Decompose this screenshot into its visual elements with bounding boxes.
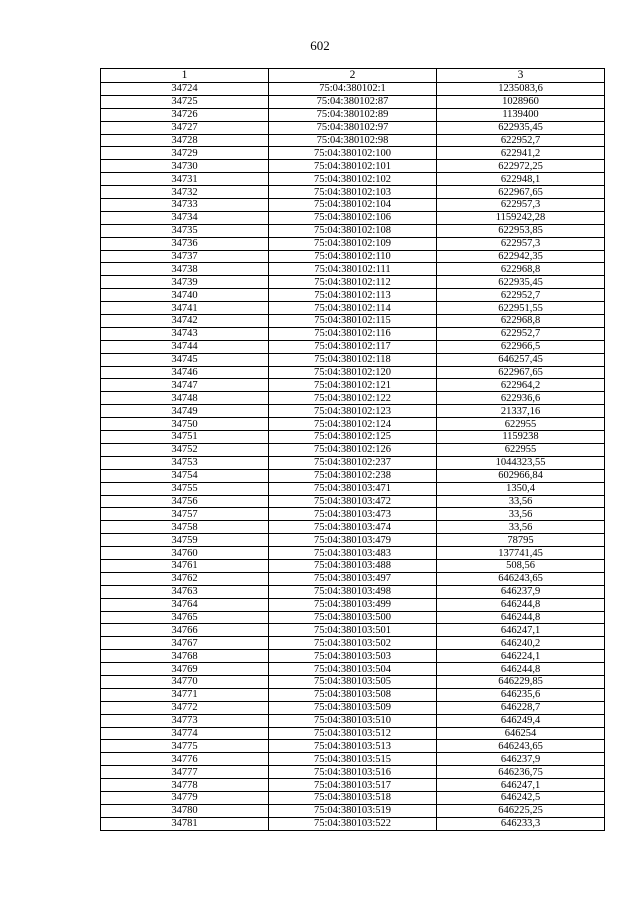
row-number-cell: 34755 (101, 482, 269, 495)
table-row (101, 173, 605, 186)
table-row (101, 366, 605, 379)
cadastral-number-cell: 75:04:380102:112 (269, 276, 437, 289)
value-cell: 1159238 (437, 431, 605, 444)
cadastral-number-cell: 75:04:380103:479 (269, 534, 437, 547)
cadastral-number-cell: 75:04:380102:117 (269, 340, 437, 353)
row-number-cell: 34758 (101, 521, 269, 534)
page-number: 602 (310, 38, 330, 53)
value-cell: 33,56 (437, 495, 605, 508)
row-number-cell: 34769 (101, 663, 269, 676)
value-cell: 622957,3 (437, 237, 605, 250)
table-row (101, 753, 605, 766)
value-cell: 137741,45 (437, 547, 605, 560)
cadastral-number-cell: 75:04:380102:113 (269, 289, 437, 302)
cadastral-number-cell: 75:04:380103:472 (269, 495, 437, 508)
value-cell: 622955 (437, 418, 605, 431)
cadastral-number-cell: 75:04:380103:502 (269, 637, 437, 650)
row-number-cell: 34750 (101, 418, 269, 431)
value-cell: 622972,25 (437, 160, 605, 173)
row-number-cell: 34727 (101, 121, 269, 134)
value-cell: 646233,3 (437, 817, 605, 830)
cadastral-number-cell: 75:04:380102:106 (269, 211, 437, 224)
cadastral-number-cell: 75:04:380102:111 (269, 263, 437, 276)
value-cell: 622952,7 (437, 289, 605, 302)
cadastral-number-cell: 75:04:380103:512 (269, 727, 437, 740)
value-cell: 646244,8 (437, 663, 605, 676)
value-cell: 646240,2 (437, 637, 605, 650)
cadastral-number-cell: 75:04:380102:123 (269, 405, 437, 418)
table-row (101, 650, 605, 663)
table-row (101, 547, 605, 560)
cadastral-number-cell: 75:04:380102:237 (269, 456, 437, 469)
table-row (101, 701, 605, 714)
cadastral-number-cell: 75:04:380103:516 (269, 766, 437, 779)
cadastral-number-cell: 75:04:380102:118 (269, 353, 437, 366)
cadastral-number-cell: 75:04:380102:122 (269, 392, 437, 405)
cadastral-number-cell: 75:04:380102:103 (269, 186, 437, 199)
cadastral-number-cell: 75:04:380103:518 (269, 791, 437, 804)
row-number-cell: 34775 (101, 740, 269, 753)
cadastral-number-cell: 75:04:380103:501 (269, 624, 437, 637)
value-cell: 622935,45 (437, 121, 605, 134)
row-number-cell: 34737 (101, 250, 269, 263)
table-row (101, 624, 605, 637)
cadastral-number-cell: 75:04:380103:517 (269, 779, 437, 792)
cadastral-number-cell: 75:04:380103:500 (269, 611, 437, 624)
value-cell: 622942,35 (437, 250, 605, 263)
column-header-3: 3 (437, 69, 605, 83)
cadastral-number-cell: 75:04:380102:115 (269, 315, 437, 328)
row-number-cell: 34726 (101, 108, 269, 121)
cadastral-number-cell: 75:04:380103:483 (269, 547, 437, 560)
row-number-cell: 34732 (101, 186, 269, 199)
cadastral-number-cell: 75:04:380102:87 (269, 95, 437, 108)
value-cell: 646247,1 (437, 779, 605, 792)
row-number-cell: 34762 (101, 572, 269, 585)
row-number-cell: 34735 (101, 224, 269, 237)
table-row (101, 740, 605, 753)
cadastral-number-cell: 75:04:380103:503 (269, 650, 437, 663)
cadastral-number-cell: 75:04:380102:1 (269, 83, 437, 96)
row-number-cell: 34749 (101, 405, 269, 418)
table-row (101, 779, 605, 792)
row-number-cell: 34757 (101, 508, 269, 521)
table-row (101, 443, 605, 456)
cadastral-number-cell: 75:04:380103:499 (269, 598, 437, 611)
row-number-cell: 34740 (101, 289, 269, 302)
value-cell: 33,56 (437, 521, 605, 534)
value-cell: 21337,16 (437, 405, 605, 418)
table-row (101, 392, 605, 405)
value-cell: 646224,1 (437, 650, 605, 663)
cadastral-number-cell: 75:04:380103:522 (269, 817, 437, 830)
cadastral-number-cell: 75:04:380102:125 (269, 431, 437, 444)
table-row (101, 250, 605, 263)
value-cell: 646242,5 (437, 791, 605, 804)
value-cell: 33,56 (437, 508, 605, 521)
cadastral-number-cell: 75:04:380102:89 (269, 108, 437, 121)
row-number-cell: 34770 (101, 675, 269, 688)
value-cell: 622955 (437, 443, 605, 456)
value-cell: 508,56 (437, 559, 605, 572)
value-cell: 622952,7 (437, 134, 605, 147)
cadastral-number-cell: 75:04:380103:509 (269, 701, 437, 714)
value-cell: 1028960 (437, 95, 605, 108)
row-number-cell: 34764 (101, 598, 269, 611)
value-cell: 646236,75 (437, 766, 605, 779)
cadastral-number-cell: 75:04:380102:97 (269, 121, 437, 134)
value-cell: 622952,7 (437, 327, 605, 340)
value-cell: 646243,65 (437, 740, 605, 753)
value-cell: 622948,1 (437, 173, 605, 186)
cadastral-number-cell: 75:04:380103:519 (269, 804, 437, 817)
table-row (101, 663, 605, 676)
value-cell: 1044323,55 (437, 456, 605, 469)
value-cell: 622936,6 (437, 392, 605, 405)
value-cell: 602966,84 (437, 469, 605, 482)
row-number-cell: 34741 (101, 302, 269, 315)
table-row (101, 534, 605, 547)
row-number-cell: 34724 (101, 83, 269, 96)
value-cell: 646225,25 (437, 804, 605, 817)
value-cell: 622968,8 (437, 315, 605, 328)
value-cell: 622935,45 (437, 276, 605, 289)
value-cell: 622968,8 (437, 263, 605, 276)
table-row (101, 353, 605, 366)
cadastral-number-cell: 75:04:380102:101 (269, 160, 437, 173)
table-row (101, 508, 605, 521)
row-number-cell: 34751 (101, 431, 269, 444)
cadastral-number-cell: 75:04:380103:505 (269, 675, 437, 688)
row-number-cell: 34767 (101, 637, 269, 650)
cadastral-number-cell: 75:04:380103:474 (269, 521, 437, 534)
cadastral-number-cell: 75:04:380103:513 (269, 740, 437, 753)
column-header-2: 2 (269, 69, 437, 83)
table-row (101, 495, 605, 508)
value-cell: 646244,8 (437, 598, 605, 611)
cadastral-number-cell: 75:04:380102:116 (269, 327, 437, 340)
column-header-1: 1 (101, 69, 269, 83)
table-row (101, 108, 605, 121)
value-cell: 646249,4 (437, 714, 605, 727)
value-cell: 622957,3 (437, 199, 605, 212)
table-row (101, 302, 605, 315)
value-cell: 1159242,28 (437, 211, 605, 224)
row-number-cell: 34763 (101, 585, 269, 598)
value-cell: 622966,5 (437, 340, 605, 353)
table-row (101, 199, 605, 212)
value-cell: 78795 (437, 534, 605, 547)
cadastral-number-cell: 75:04:380102:120 (269, 366, 437, 379)
cadastral-number-cell: 75:04:380103:510 (269, 714, 437, 727)
cadastral-number-cell: 75:04:380102:109 (269, 237, 437, 250)
table-row (101, 405, 605, 418)
value-cell: 622941,2 (437, 147, 605, 160)
value-cell: 622967,65 (437, 186, 605, 199)
table-row (101, 559, 605, 572)
cadastral-number-cell: 75:04:380102:100 (269, 147, 437, 160)
table-row (101, 147, 605, 160)
cadastral-number-cell: 75:04:380103:508 (269, 688, 437, 701)
value-cell: 1235083,6 (437, 83, 605, 96)
table-row (101, 276, 605, 289)
value-cell: 1350,4 (437, 482, 605, 495)
cadastral-number-cell: 75:04:380103:473 (269, 508, 437, 521)
cadastral-number-cell: 75:04:380102:114 (269, 302, 437, 315)
row-number-cell: 34742 (101, 315, 269, 328)
table-row (101, 675, 605, 688)
row-number-cell: 34744 (101, 340, 269, 353)
table-row (101, 482, 605, 495)
value-cell: 646229,85 (437, 675, 605, 688)
row-number-cell: 34733 (101, 199, 269, 212)
cadastral-number-cell: 75:04:380102:104 (269, 199, 437, 212)
cadastral-number-cell: 75:04:380103:471 (269, 482, 437, 495)
row-number-cell: 34748 (101, 392, 269, 405)
row-number-cell: 34745 (101, 353, 269, 366)
table-row (101, 521, 605, 534)
row-number-cell: 34739 (101, 276, 269, 289)
row-number-cell: 34773 (101, 714, 269, 727)
table-row (101, 431, 605, 444)
table-row (101, 263, 605, 276)
row-number-cell: 34760 (101, 547, 269, 560)
row-number-cell: 34734 (101, 211, 269, 224)
row-number-cell: 34774 (101, 727, 269, 740)
table-row (101, 134, 605, 147)
table-row (101, 224, 605, 237)
row-number-cell: 34759 (101, 534, 269, 547)
value-cell: 646247,1 (437, 624, 605, 637)
table-row (101, 469, 605, 482)
table-row (101, 804, 605, 817)
table-row (101, 160, 605, 173)
value-cell: 646243,65 (437, 572, 605, 585)
cadastral-number-cell: 75:04:380103:497 (269, 572, 437, 585)
row-number-cell: 34779 (101, 791, 269, 804)
cadastral-number-cell: 75:04:380102:121 (269, 379, 437, 392)
table-row (101, 585, 605, 598)
cadastral-number-cell: 75:04:380103:488 (269, 559, 437, 572)
table-row (101, 186, 605, 199)
row-number-cell: 34754 (101, 469, 269, 482)
table-row (101, 598, 605, 611)
value-cell: 622953,85 (437, 224, 605, 237)
cadastral-number-cell: 75:04:380103:498 (269, 585, 437, 598)
row-number-cell: 34753 (101, 456, 269, 469)
row-number-cell: 34728 (101, 134, 269, 147)
row-number-cell: 34776 (101, 753, 269, 766)
table-row (101, 237, 605, 250)
cadastral-number-cell: 75:04:380102:238 (269, 469, 437, 482)
table-row (101, 95, 605, 108)
value-cell: 646244,8 (437, 611, 605, 624)
row-number-cell: 34768 (101, 650, 269, 663)
table-row (101, 688, 605, 701)
row-number-cell: 34725 (101, 95, 269, 108)
row-number-cell: 34772 (101, 701, 269, 714)
header-row (101, 69, 605, 83)
cadastral-number-cell: 75:04:380102:108 (269, 224, 437, 237)
value-cell: 622967,65 (437, 366, 605, 379)
row-number-cell: 34736 (101, 237, 269, 250)
value-cell: 646237,9 (437, 585, 605, 598)
row-number-cell: 34781 (101, 817, 269, 830)
table-row (101, 340, 605, 353)
cadastral-number-cell: 75:04:380102:126 (269, 443, 437, 456)
row-number-cell: 34765 (101, 611, 269, 624)
table-row (101, 572, 605, 585)
registry-table (100, 68, 605, 831)
row-number-cell: 34778 (101, 779, 269, 792)
cadastral-number-cell: 75:04:380102:102 (269, 173, 437, 186)
table-row (101, 211, 605, 224)
row-number-cell: 34729 (101, 147, 269, 160)
row-number-cell: 34738 (101, 263, 269, 276)
table-row (101, 791, 605, 804)
value-cell: 622964,2 (437, 379, 605, 392)
table-header (101, 69, 605, 83)
table-row (101, 418, 605, 431)
row-number-cell: 34766 (101, 624, 269, 637)
row-number-cell: 34771 (101, 688, 269, 701)
table-row (101, 611, 605, 624)
table-row (101, 727, 605, 740)
row-number-cell: 34777 (101, 766, 269, 779)
row-number-cell: 34752 (101, 443, 269, 456)
row-number-cell: 34731 (101, 173, 269, 186)
row-number-cell: 34746 (101, 366, 269, 379)
value-cell: 646235,6 (437, 688, 605, 701)
row-number-cell: 34743 (101, 327, 269, 340)
value-cell: 646237,9 (437, 753, 605, 766)
table-row (101, 315, 605, 328)
row-number-cell: 34780 (101, 804, 269, 817)
row-number-cell: 34747 (101, 379, 269, 392)
table-row (101, 637, 605, 650)
table-row (101, 766, 605, 779)
value-cell: 646257,45 (437, 353, 605, 366)
table-row (101, 379, 605, 392)
cadastral-number-cell: 75:04:380102:110 (269, 250, 437, 263)
cadastral-number-cell: 75:04:380102:124 (269, 418, 437, 431)
table-body (101, 83, 605, 831)
value-cell: 1139400 (437, 108, 605, 121)
table-row (101, 327, 605, 340)
table-row (101, 121, 605, 134)
table-row (101, 456, 605, 469)
table-row (101, 714, 605, 727)
table-row (101, 289, 605, 302)
cadastral-number-cell: 75:04:380103:515 (269, 753, 437, 766)
row-number-cell: 34756 (101, 495, 269, 508)
value-cell: 646228,7 (437, 701, 605, 714)
row-number-cell: 34761 (101, 559, 269, 572)
table-row (101, 83, 605, 96)
value-cell: 646254 (437, 727, 605, 740)
cadastral-number-cell: 75:04:380103:504 (269, 663, 437, 676)
table-row (101, 817, 605, 830)
row-number-cell: 34730 (101, 160, 269, 173)
value-cell: 622951,55 (437, 302, 605, 315)
cadastral-number-cell: 75:04:380102:98 (269, 134, 437, 147)
